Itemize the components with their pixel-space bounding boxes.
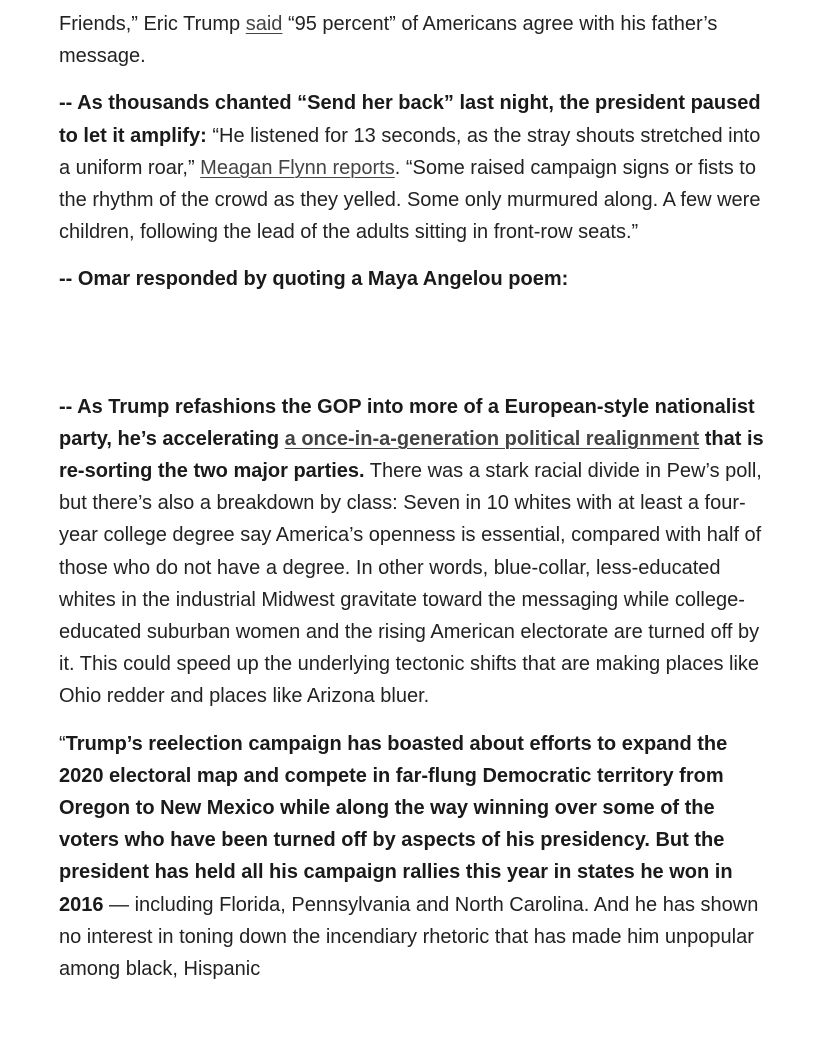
- paragraph-text: There was a stark racial divide in Pew’s poll, but there’s also a breakdown by class: Seven in 10 whites with at least a four-year college degree say America’s openness is essential, compared with half of those who do not have a degree. In other words, blue-collar, less-educated whites in the industrial Midwest gravitate toward the messaging while college-educated suburban women and the rising American electorate are turned off by it. This could speed up the underlying tectonic shifts that are making places like Ohio redder and places like Arizona bluer.: [59, 460, 762, 708]
- paragraph-realignment: [59, 391, 771, 713]
- meagan-flynn-reports-link[interactable]: Meagan Flynn reports: [200, 156, 395, 179]
- open-quote: “: [59, 732, 66, 755]
- paragraph-lead-bold: -- Omar responded by quoting a Maya Angelou poem:: [59, 268, 569, 291]
- paragraph-text: “95 percent” of Americans agree with his father’s message.: [59, 13, 718, 68]
- article-body: [59, 8, 771, 1000]
- paragraph-text: — including Florida, Pennsylvania and North Carolina. And he has shown no interest in toning down the incendiary rhetoric that has made him unpopular among black, Hispanic: [59, 893, 759, 981]
- paragraph-text: . “Some raised campaign signs or fists to the rhythm of the crowd as they yelled. Some only murmured along. A few were children, following the lead of the adults sitting in front-row seats.”: [59, 156, 761, 244]
- paragraph-eric-trump: [59, 8, 771, 72]
- paragraph-text: Friends,” Eric Trump: [59, 13, 246, 35]
- paragraph-send-her-back: [59, 87, 771, 248]
- paragraph-reelection-campaign: [59, 728, 771, 986]
- bold-text: that is re-sorting the two major parties.: [59, 427, 764, 483]
- paragraph-lead-bold: Trump’s reelection campaign has boasted about efforts to expand the 2020 electoral map and compete in far-flung Democratic territory from Oregon to New Mexico while along the way winning over some of the voters who have been turned off by aspects of his presidency. But the president has held all his campaign rallies this year in states he won in 2016: [59, 732, 733, 916]
- said-link[interactable]: said: [245, 13, 283, 35]
- political-realignment-link[interactable]: a once-in-a-generation political realignment: [284, 427, 700, 450]
- paragraph-omar-response: [59, 263, 771, 295]
- bold-text: -- As Trump refashions the GOP into more of a European-style nationalist party, he’s accelerating: [59, 395, 755, 450]
- embed-placeholder: [59, 311, 771, 391]
- paragraph-text: “He listened for 13 seconds, as the stray shouts stretched into a uniform roar,”: [59, 124, 761, 179]
- paragraph-lead-bold: -- As thousands chanted “Send her back” last night, the president paused to let it amplify:: [59, 92, 761, 147]
